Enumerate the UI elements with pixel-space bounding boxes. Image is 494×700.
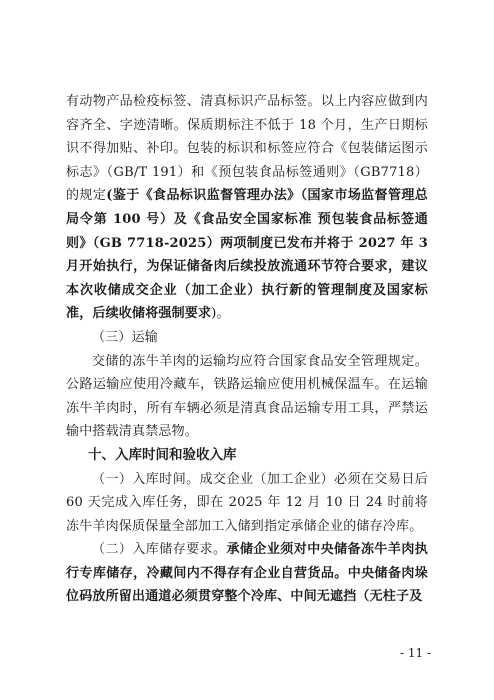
storage-requirements-label: （二）入库储存要求。 — [92, 542, 227, 558]
section-heading-warehousing: 十、入库时间和验收入库 — [88, 446, 237, 463]
labeling-note-tail: )。 — [211, 306, 230, 322]
storage-requirements-bold: 承储企业须对中央储备冻牛羊肉执行专库储存，冷藏间内不得存有企业自营货品。中央储备肉垛位码放所留出通道必须贯穿整个冷库、中间无遮挡（无柱子及 — [66, 542, 428, 605]
labeling-note-bold: (鉴于《食品标识监督管理办法》（国家市场监督管理总局令第 100 号）及《食品安全国家标准 预包装食品标签通则》（GB 7718-2025）两项制度已发布并将于 2027 年 3 月开始执行，为保证储备肉后续投放流通环节符合要求，建议本次收储成交企业（加工企业）执行新的管理制度及国家标准，后续收储将强制要求 — [66, 188, 428, 322]
labeling-text: 有动物产品检疫标签、清真标识产品标签。以上内容应做到内容齐全、字迹清晰。保质期标注不低于 18 个月，生产日期标识不得加贴、补印。包装的标识和标签应符合《包装储运图示标志》（GB/T 191）和《预包装食品标签通则》（GB7718）的规定 — [66, 94, 428, 204]
document-body — [66, 90, 428, 609]
paragraph-labeling — [66, 90, 428, 326]
paragraph-transport: 交储的冻牛羊肉的运输均应符合国家食品安全管理规定。公路运输应使用冷藏车，铁路运输应使用机械保温车。在运输冻牛羊肉时，所有车辆必须是清真食品运输专用工具，严禁运输中搭载清真禁忌物。 — [66, 353, 428, 440]
paragraph-storage-requirements — [66, 538, 428, 609]
subheading-transport: （三）运输 — [92, 329, 159, 345]
page-number: - 11 - — [400, 646, 432, 660]
paragraph-warehousing-time: （一）入库时间。成交企业（加工企业）必须在交易日后 60 天完成入库任务，即在 2025 年 12 月 10 日 24 时前将冻牛羊肉保质保量全部加工入储到指定承储企业的储存冷库。 — [66, 471, 428, 534]
